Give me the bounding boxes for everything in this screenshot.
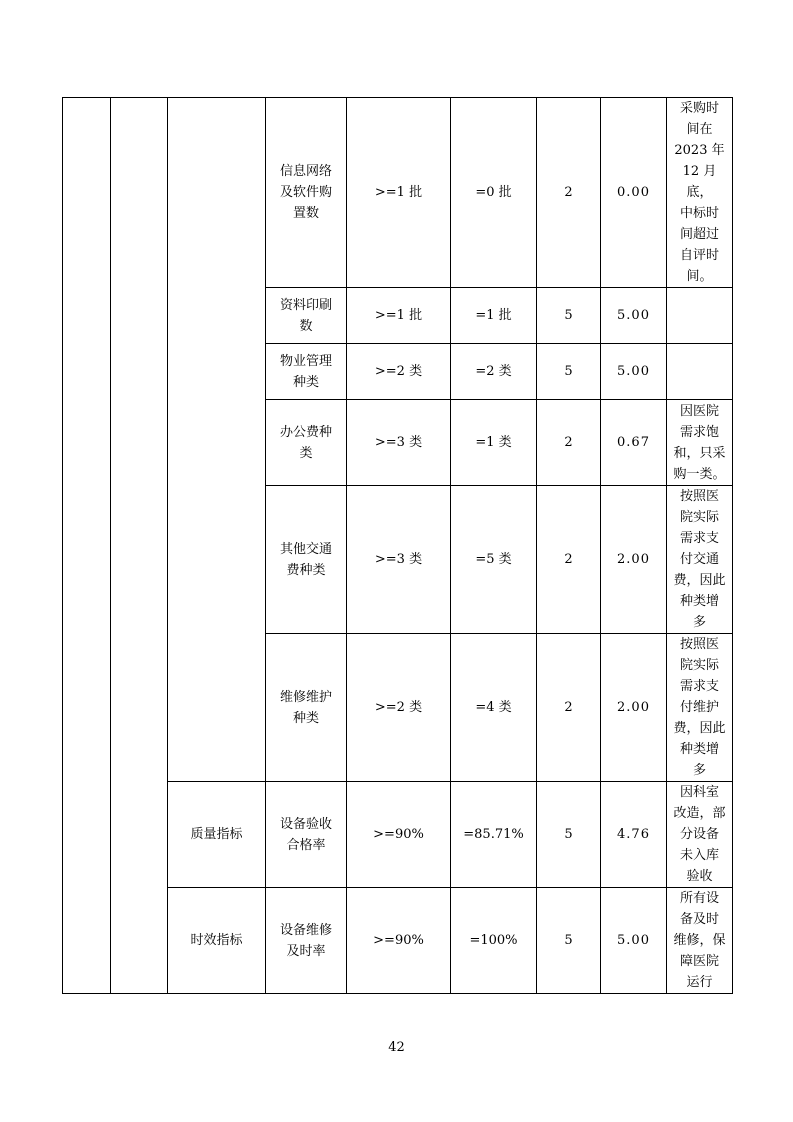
- note-text: 所有设 备及时 维修，保 障医院 运行: [667, 888, 733, 994]
- page-number: 42: [388, 1040, 405, 1055]
- actual-value: =85.71%: [451, 782, 537, 888]
- weight-value: 2: [537, 486, 601, 634]
- score-value: 5.00: [601, 288, 667, 344]
- actual-value: =2 类: [451, 344, 537, 400]
- actual-value: =0 批: [451, 98, 537, 288]
- actual-value: =1 批: [451, 288, 537, 344]
- score-value: 0.67: [601, 400, 667, 486]
- weight-value: 2: [537, 634, 601, 782]
- indicator-name: 资料印刷 数: [266, 288, 347, 344]
- note-text: 按照医 院实际 需求支 付维护 费，因此 种类增 多: [667, 634, 733, 782]
- score-value: 4.76: [601, 782, 667, 888]
- target-value: >=1 批: [347, 98, 451, 288]
- actual-value: =100%: [451, 888, 537, 994]
- note-text: 因科室 改造，部 分设备 未入库 验收: [667, 782, 733, 888]
- indicator-name: 设备维修 及时率: [266, 888, 347, 994]
- indicator-name: 其他交通 费种类: [266, 486, 347, 634]
- target-value: >=3 类: [347, 486, 451, 634]
- weight-value: 2: [537, 400, 601, 486]
- target-value: >=3 类: [347, 400, 451, 486]
- note-text: 因医院 需求饱 和，只采 购一类。: [667, 400, 733, 486]
- note-text: 采购时 间在 2023 年 12 月底， 中标时 间超过 自评时 间。: [667, 98, 733, 288]
- score-value: 5.00: [601, 344, 667, 400]
- indicator-name: 办公费种 类: [266, 400, 347, 486]
- weight-value: 2: [537, 98, 601, 288]
- target-value: >=90%: [347, 782, 451, 888]
- level2-cell: [111, 98, 168, 994]
- weight-value: 5: [537, 782, 601, 888]
- score-value: 2.00: [601, 634, 667, 782]
- category-cell: 时效指标: [168, 888, 266, 994]
- weight-value: 5: [537, 888, 601, 994]
- note-text: [667, 344, 733, 400]
- performance-table: [62, 97, 733, 994]
- indicator-name: 信息网络 及软件购 置数: [266, 98, 347, 288]
- target-value: >=2 类: [347, 634, 451, 782]
- score-value: 2.00: [601, 486, 667, 634]
- indicator-name: 设备验收 合格率: [266, 782, 347, 888]
- indicator-name: 物业管理 种类: [266, 344, 347, 400]
- table-row: [63, 98, 733, 288]
- score-value: 0.00: [601, 98, 667, 288]
- actual-value: =5 类: [451, 486, 537, 634]
- target-value: >=90%: [347, 888, 451, 994]
- weight-value: 5: [537, 344, 601, 400]
- note-text: [667, 288, 733, 344]
- weight-value: 5: [537, 288, 601, 344]
- target-value: >=2 类: [347, 344, 451, 400]
- category-cell: 质量指标: [168, 782, 266, 888]
- note-text: 按照医 院实际 需求支 付交通 费，因此 种类增 多: [667, 486, 733, 634]
- actual-value: =4 类: [451, 634, 537, 782]
- level1-cell: [63, 98, 111, 994]
- category-cell: [168, 98, 266, 782]
- target-value: >=1 批: [347, 288, 451, 344]
- indicator-name: 维修维护 种类: [266, 634, 347, 782]
- score-value: 5.00: [601, 888, 667, 994]
- actual-value: =1 类: [451, 400, 537, 486]
